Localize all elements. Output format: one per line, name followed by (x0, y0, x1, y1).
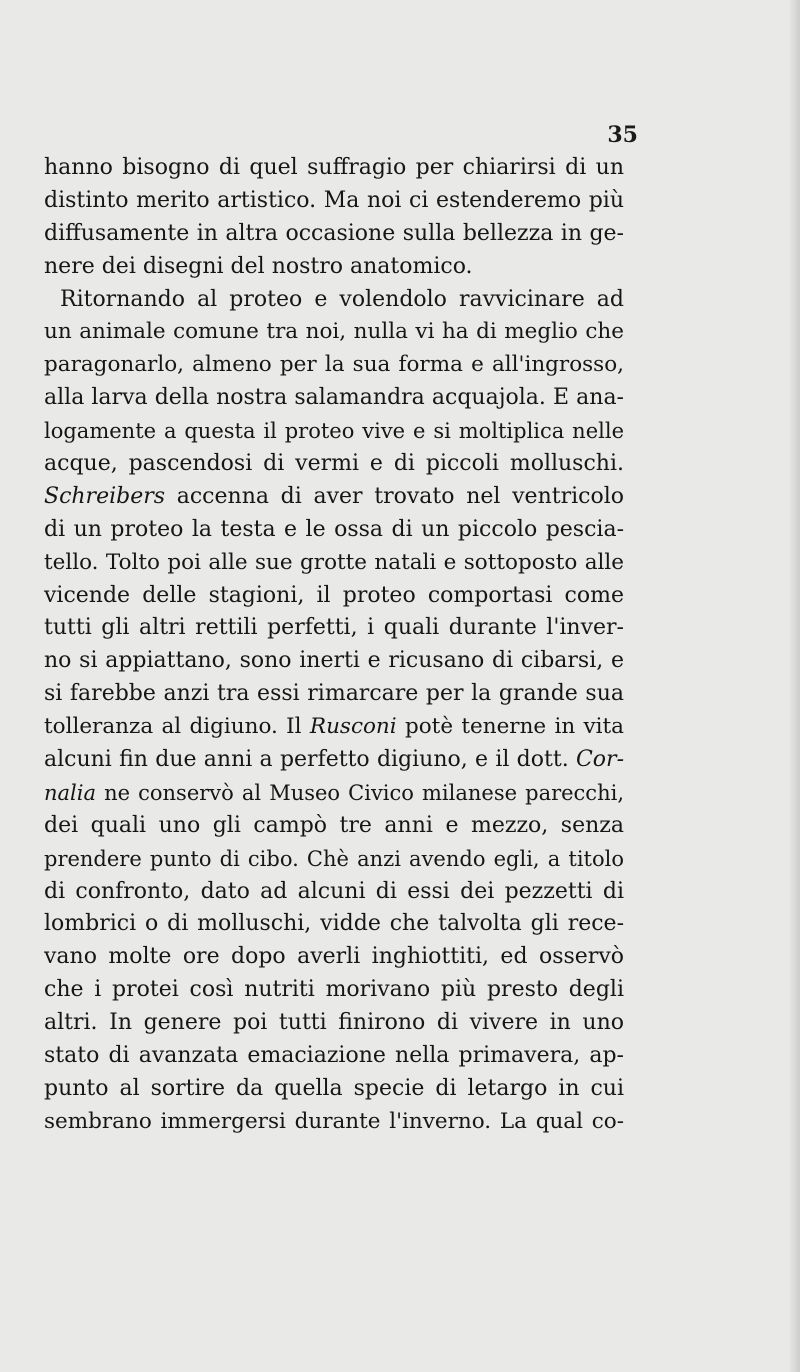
text-line: altri. In genere poi tutti finirono di vivere in uno (44, 1010, 624, 1036)
line-pre: tolleranza al digiuno. Il (44, 714, 310, 740)
text-line (44, 777, 624, 810)
line-rest: accenna di aver trovato nel ventricolo (165, 483, 624, 509)
text-line: vano molte ore dopo averli inghiottiti, ed osservò (44, 944, 624, 970)
italic-name: Cor- (575, 747, 624, 773)
italic-name: nalia (44, 780, 96, 805)
italic-name: Schreibers (44, 483, 166, 509)
text-line: si farebbe anzi tra essi rimarcare per la grande sua (44, 681, 624, 707)
text-line: punto al sortire da quella specie di letargo in cui (44, 1075, 624, 1101)
text-line: stato di avanzata emaciazione nella primavera, ap- (44, 1043, 624, 1069)
text-line: paragonarlo, almeno per la sua forma e all'ingrosso, (44, 352, 624, 378)
text-line: di un proteo la testa e le ossa di un piccolo pescia- (44, 516, 624, 542)
line-rest: potè tenerne in vita (396, 714, 624, 740)
text-line: alla larva della nostra salamandra acquajola. E ana- (44, 385, 624, 411)
text-line: hanno bisogno di quel suffragio per chiarirsi di un (44, 155, 624, 180)
page-edge-shadow (788, 0, 800, 1372)
text-line: no si appiattano, sono inerti e ricusano di cibarsi, e (44, 648, 624, 674)
text-line: di confronto, dato ad alcuni di essi dei pezzetti di (44, 878, 624, 904)
italic-name: Rusconi (309, 714, 397, 740)
text-line: prendere punto di cibo. Chè anzi avendo egli, a titolo (44, 846, 624, 871)
text-line: che i protei così nutriti morivano più presto degli (44, 977, 624, 1003)
text-line (44, 744, 624, 777)
line-pre: alcuni fin due anni a perfetto digiuno, e il dott. (44, 747, 576, 773)
text-line: sembrano immergersi durante l'inverno. La qual co- (44, 1108, 624, 1134)
text-line: Ritornando al proteo e volendolo ravvicinare ad (60, 286, 624, 312)
text-line: dei quali uno gli campò tre anni e mezzo, senza (44, 812, 624, 838)
text-line: logamente a questa il proteo vive e si moltiplica nelle (44, 419, 624, 444)
text-line: lombrici o di molluschi, vidde che talvolta gli rece- (44, 911, 624, 937)
text-line: nere dei disegni del nostro anatomico. (44, 253, 473, 279)
text-line: vicende delle stagioni, il proteo comportasi come (44, 582, 624, 608)
text-line: acque, pascendosi di vermi e di piccoli molluschi. (44, 451, 624, 477)
body-text (44, 152, 624, 1139)
text-line (44, 481, 624, 514)
page-number: 35 (607, 122, 638, 148)
text-line (44, 711, 624, 744)
text-line: diffusamente in altra occasione sulla bellezza in ge- (44, 220, 624, 246)
text-line: tello. Tolto poi alle sue grotte natali e sottoposto alle (44, 549, 624, 575)
text-line: tutti gli altri rettili perfetti, i quali durante l'inver- (44, 615, 624, 641)
line-rest: ne conservò al Museo Civico milanese parecchi, (96, 780, 624, 805)
text-line: distinto merito artistico. Ma noi ci estenderemo più (44, 187, 624, 213)
text-line: un animale comune tra noi, nulla vi ha di meglio che (44, 319, 624, 345)
